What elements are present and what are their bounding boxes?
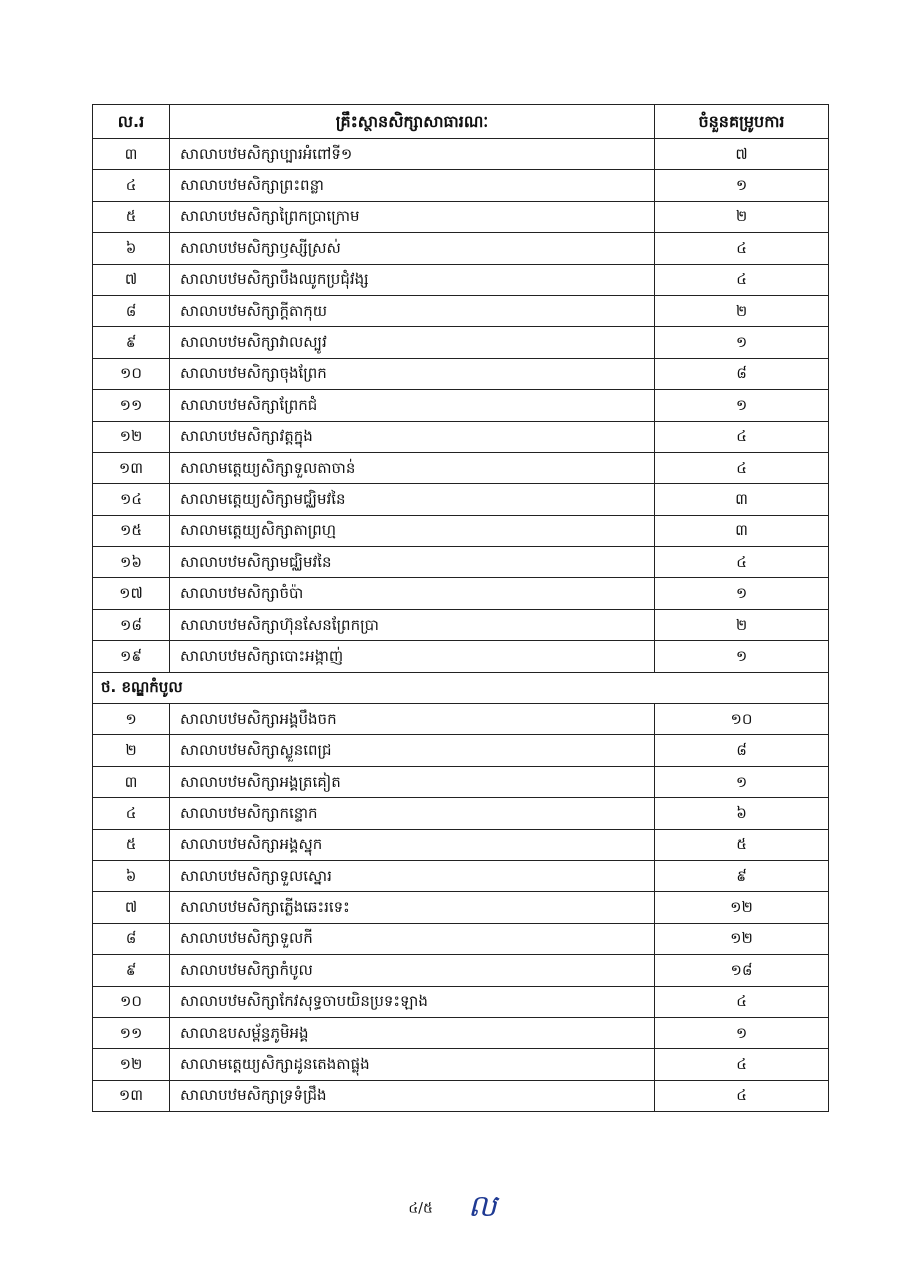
table-row (93, 860, 829, 891)
row-number: ១ (93, 704, 170, 735)
row-number: ១៤ (93, 484, 170, 515)
table-row (93, 327, 829, 358)
institution-name: សាលាបឋមសិក្សាកែវសុទ្ធចាបយិនប្រទះឡាង (170, 986, 655, 1017)
institution-name: សាលាបឋមសិក្សាប្បារអំពៅទី១ (170, 139, 655, 170)
institution-name: សាលាបឋមសិក្សាស្លួនពេជ្រ (170, 735, 655, 766)
table-row (93, 421, 829, 452)
staff-count: ៤ (655, 1080, 829, 1111)
row-number: ៦ (93, 233, 170, 264)
staff-count: ៤ (655, 986, 829, 1017)
row-number: ២ (93, 735, 170, 766)
staff-count: ១ (655, 390, 829, 421)
section-row (93, 672, 829, 703)
institution-name: សាលាបឋមសិក្សាអង្គបឹងចក (170, 704, 655, 735)
institution-name: សាលាបឋមសិក្សាទួលស្នោរ (170, 860, 655, 891)
staff-count: ១ (655, 766, 829, 797)
institution-name: សាលាបឋមសិក្សាវត្តក្នុង (170, 421, 655, 452)
table-row (93, 641, 829, 672)
staff-count: ៧ (655, 139, 829, 170)
row-number: ៣ (93, 766, 170, 797)
staff-count: ១០ (655, 704, 829, 735)
staff-count: ១ (655, 1017, 829, 1048)
staff-count: ៨ (655, 735, 829, 766)
staff-count: ២ (655, 609, 829, 640)
header-institution: គ្រឹះស្ថានសិក្សាសាធារណៈ (170, 105, 655, 139)
table-row (93, 295, 829, 326)
institution-name: សាលាបឋមសិក្សាទ្រទំជ្រឹង (170, 1080, 655, 1111)
staff-count: ៤ (655, 421, 829, 452)
institution-name: សាលាបឋមសិក្សាវាលស្បូវ (170, 327, 655, 358)
row-number: ៣ (93, 139, 170, 170)
row-number: ១១ (93, 390, 170, 421)
table-row (93, 390, 829, 421)
row-number: ១៩ (93, 641, 170, 672)
institution-name: សាលាបឋមសិក្សាព្រៃកប្រាក្រោម (170, 201, 655, 232)
table-row (93, 264, 829, 295)
table-row (93, 201, 829, 232)
table-row (93, 1080, 829, 1111)
table-row (93, 609, 829, 640)
staff-count: ៣ (655, 484, 829, 515)
staff-count: ១ (655, 327, 829, 358)
table-row (93, 892, 829, 923)
staff-count: ១៨ (655, 955, 829, 986)
schools-table (92, 104, 829, 1112)
staff-count: ២ (655, 201, 829, 232)
row-number: ៥ (93, 829, 170, 860)
institution-name: សាលាមត្តេយ្យសិក្សាដូនតេងតាផ្លុង (170, 1049, 655, 1080)
table-row (93, 233, 829, 264)
institution-name: សាលាមត្តេយ្យសិក្សាមជ្ឈិមវនៃ (170, 484, 655, 515)
institution-name: សាលាបឋមសិក្សាបោះអង្កាញ់ (170, 641, 655, 672)
row-number: ១០ (93, 986, 170, 1017)
table-row (93, 547, 829, 578)
row-number: ១៣ (93, 1080, 170, 1111)
section-title: ថ. ខណ្ឌកំបូល (93, 672, 829, 703)
table-row (93, 955, 829, 986)
table-row (93, 923, 829, 954)
row-number: ៧ (93, 892, 170, 923)
institution-name: សាលាមត្តេយ្យសិក្សាទួលតាចាន់ (170, 452, 655, 483)
row-number: ១៣ (93, 452, 170, 483)
staff-count: ១២ (655, 923, 829, 954)
header-count: ចំនួនគម្រូបការ (655, 105, 829, 139)
institution-name: សាលាបឋមសិក្សាអង្គត្រគៀត (170, 766, 655, 797)
table-row (93, 578, 829, 609)
row-number: ១៧ (93, 578, 170, 609)
handwritten-initial: ល (468, 1189, 497, 1224)
institution-name: សាលាបឋមសិក្សាមជ្ឈិមវនៃ (170, 547, 655, 578)
table-row (93, 829, 829, 860)
institution-name: សាលាមត្តេយ្យសិក្សាតាព្រហ្ម (170, 515, 655, 546)
table-body-part-a (93, 139, 829, 673)
header-no: ល.រ (93, 105, 170, 139)
row-number: ១៦ (93, 547, 170, 578)
row-number: ៤ (93, 170, 170, 201)
staff-count: ៣ (655, 515, 829, 546)
table-row (93, 139, 829, 170)
table-row (93, 798, 829, 829)
institution-name: សាលាបឋមសិក្សាព្រះពន្លា (170, 170, 655, 201)
staff-count: ១២ (655, 892, 829, 923)
institution-name: សាលាបឋមសិក្សាអង្គស្នុក (170, 829, 655, 860)
staff-count: ៤ (655, 1049, 829, 1080)
row-number: ១២ (93, 1049, 170, 1080)
row-number: ១១ (93, 1017, 170, 1048)
institution-name: សាលាឧបសម្ព័ន្ធភូមិអង្គ (170, 1017, 655, 1048)
institution-name: សាលាបឋមសិក្សាចុងព្រែក (170, 358, 655, 389)
row-number: ៩ (93, 955, 170, 986)
institution-name: សាលាបឋមសិក្សាក្ដីតាកុយ (170, 295, 655, 326)
row-number: ៥ (93, 201, 170, 232)
table-row (93, 766, 829, 797)
table-row (93, 735, 829, 766)
institution-name: សាលាបឋមសិក្សាចំប៉ា (170, 578, 655, 609)
institution-name: សាលាបឋមសិក្សាទួលកី (170, 923, 655, 954)
table-section-b (93, 672, 829, 703)
staff-count: ១ (655, 641, 829, 672)
table-row (93, 986, 829, 1017)
row-number: ១២ (93, 421, 170, 452)
row-number: ៨ (93, 923, 170, 954)
institution-name: សាលាបឋមសិក្សាភ្លើងឆេះរទេះ (170, 892, 655, 923)
staff-count: ៤ (655, 547, 829, 578)
table-row (93, 170, 829, 201)
row-number: ១៥ (93, 515, 170, 546)
staff-count: ៤ (655, 452, 829, 483)
row-number: ៤ (93, 798, 170, 829)
institution-name: សាលាបឋមសិក្សាកំបូល (170, 955, 655, 986)
table-row (93, 704, 829, 735)
page-number: ៤/៥ (408, 1200, 433, 1217)
staff-count: ២ (655, 295, 829, 326)
staff-count: ៥ (655, 829, 829, 860)
table-row (93, 515, 829, 546)
staff-count: ៦ (655, 798, 829, 829)
staff-count: ៨ (655, 358, 829, 389)
table-row (93, 1049, 829, 1080)
institution-name: សាលាបឋមសិក្សាព្រែកជំ (170, 390, 655, 421)
table-header-row (93, 105, 829, 139)
staff-count: ៤ (655, 233, 829, 264)
table-row (93, 484, 829, 515)
row-number: ១០ (93, 358, 170, 389)
institution-name: សាលាបឋមសិក្សាបឹងឈូកប្រជុំវង្ស (170, 264, 655, 295)
institution-name: សាលាបឋមសិក្សាកន្ទោក (170, 798, 655, 829)
table-row (93, 358, 829, 389)
staff-count: ៤ (655, 264, 829, 295)
row-number: ៧ (93, 264, 170, 295)
staff-count: ១ (655, 170, 829, 201)
institution-name: សាលាបឋមសិក្សាហ៊ុនសែនព្រែកប្រា (170, 609, 655, 640)
row-number: ៨ (93, 295, 170, 326)
page-footer (0, 1187, 905, 1231)
staff-count: ១ (655, 578, 829, 609)
row-number: ១៨ (93, 609, 170, 640)
table-row (93, 452, 829, 483)
row-number: ៩ (93, 327, 170, 358)
table-row (93, 1017, 829, 1048)
staff-count: ៩ (655, 860, 829, 891)
table-body-part-b (93, 704, 829, 1112)
institution-name: សាលាបឋមសិក្សាឫស្សីស្រស់ (170, 233, 655, 264)
row-number: ៦ (93, 860, 170, 891)
